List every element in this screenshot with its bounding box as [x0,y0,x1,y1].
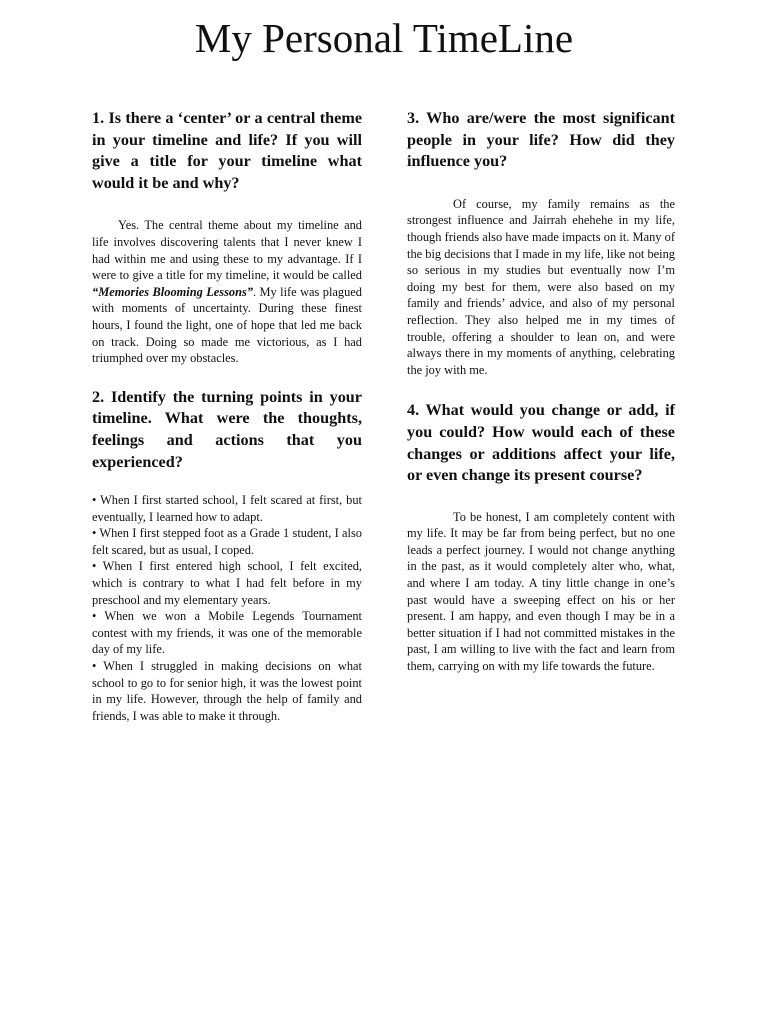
timeline-title: “Memories Blooming Lessons” [92,284,254,299]
list-item: • When I first entered high school, I felt excited, which is contrary to what I had felt before in my preschool and my elementary years. [92,559,362,607]
right-column [407,108,675,675]
question-4: 4. What would you change or add, if you could? How would each of these changes or additions affect your life, or even change its present course? [407,401,675,485]
list-item: • When I struggled in making decisions on what school to go to for senior high, it was the lowest point in my life. However, through the help of family and friends, I was able to make it through. [92,659,362,723]
answer-1-text-b: . My life was plagued with moments of uncertainty. During these finest hours, I found the light, one of hope that led me back on track. Doing so made me victorious, as I had triumphed over my obstacles. [92,284,362,366]
answer-4: To be honest, I am completely content with my life. It may be far from being perfect, but no one leads a perfect journey. I would not change anything in the past, as it would completely alter who, what, and where I am today. A tiny little change in one’s past would have a sweeping effect on his or her present. I am happy, and even though I may be in a better situation if I had not committed mistakes in the past, I am willing to live with the fact and learn from them, carrying on with my life towards the future. [407,509,675,674]
page-title: My Personal TimeLine [194,15,574,61]
turning-points-list [92,492,362,724]
question-1: 1. Is there a ‘center’ or a central theme in your timeline and life? If you will give a title for your timeline what would it be and why? [92,109,362,192]
answer-1-text-a: Yes. The central theme about my timeline and life involves discovering talents that I never knew I had within me and using these to my advantage. If I were to give a title for my timeline, it would be called [92,218,362,283]
list-item: • When I first stepped foot as a Grade 1 student, I also felt scared, but as usual, I coped. [92,526,362,557]
answer-1 [92,217,362,366]
question-3: 3. Who are/were the most significant people in your life? How did they influence you? [407,109,675,171]
list-item: • When I first started school, I felt scared at first, but eventually, I learned how to adapt. [92,493,362,524]
list-item: • When we won a Mobile Legends Tournament contest with my friends, it was one of the memorable day of my life. [92,609,362,657]
question-2: 2. Identify the turning points in your timeline. What were the thoughts, feelings and actions that you experienced? [92,387,362,471]
answer-3: Of course, my family remains as the strongest influence and Jairrah ehehehe in my life, though friends also have made impacts on it. Many of the big decisions that I made in my life, like not being so serious in my studies but eventually now I’m doing my best for them, were also based on my family and friends’ advice, and also of my personal reflection. They also helped me in my times of trouble, offering a shoulder to lean on, and were always there in my moments of anything, celebrating the joy with me. [407,196,675,377]
left-column [92,108,362,724]
